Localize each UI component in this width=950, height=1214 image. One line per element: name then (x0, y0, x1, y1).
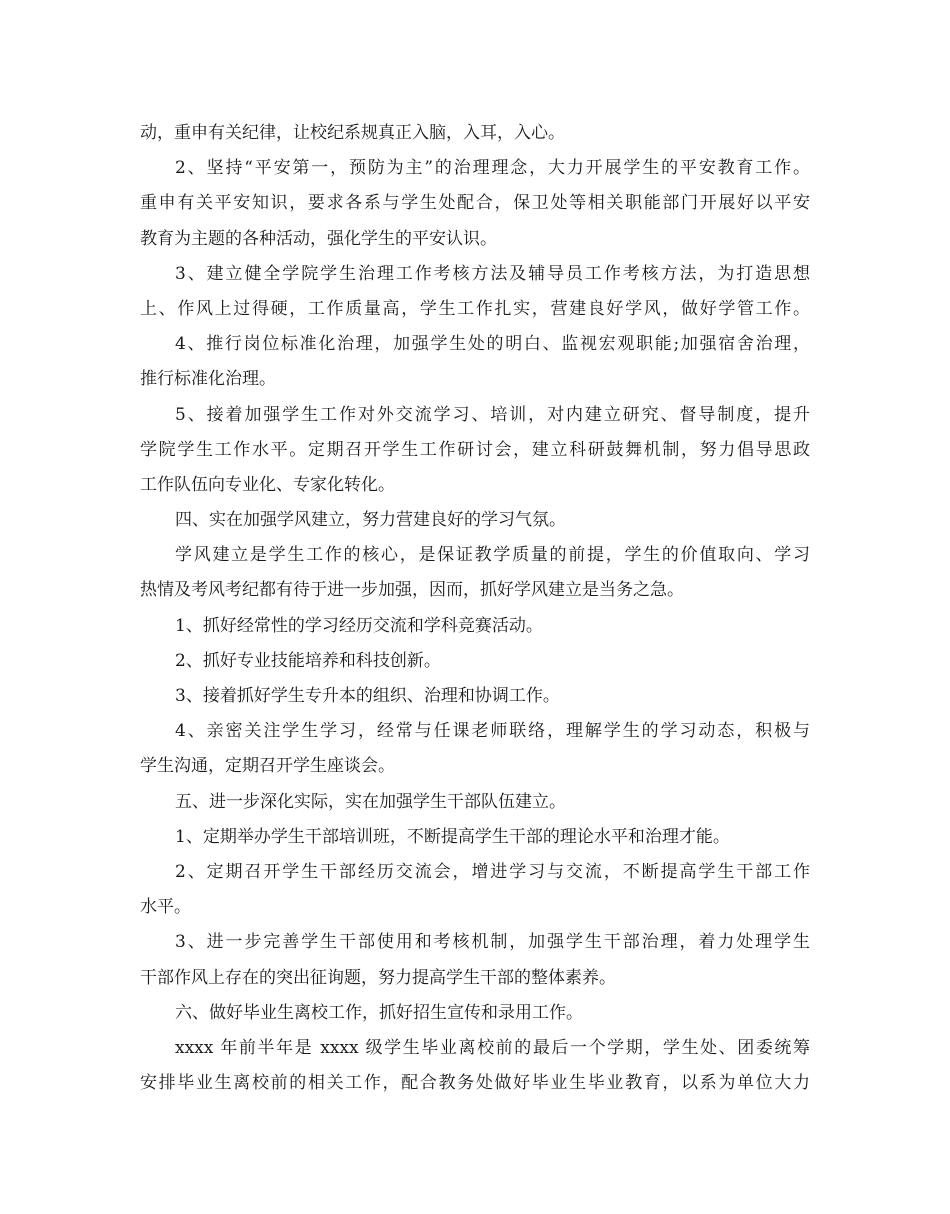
text-line: 干部作风上存在的突出征询题，努力提高学生干部的整体素养。 (140, 967, 616, 988)
text-line: 推行标准化治理。 (140, 369, 276, 390)
text-line: 工作队伍向专业化、专家化转化。 (140, 474, 395, 495)
text-line: 3、进一步完善学生干部使用和考核机制，加强学生干部治理，着力处理学生 (175, 932, 810, 953)
text-line: 学风建立是学生工作的核心，是保证教学质量的前提，学生的价值取向、学习 (175, 545, 810, 566)
text-line: 上、作风上过得硬，工作质量高，学生工作扎实，营建良好学风，做好学管工作。 (140, 298, 810, 319)
text-line: 学院学生工作水平。定期召开学生工作研讨会，建立科研鼓舞机制，努力倡导思政 (140, 439, 810, 460)
text-line: 1、抓好经常性的学习经历交流和学科竞赛活动。 (175, 615, 543, 636)
text-line: 六、做好毕业生离校工作，抓好招生宣传和录用工作。 (175, 1002, 583, 1023)
text-line: 四、实在加强学风建立，努力营建良好的学习气氛。 (175, 510, 566, 531)
text-line: 水平。 (140, 897, 191, 918)
text-line: 学生沟通，定期召开学生座谈会。 (140, 756, 395, 777)
text-line: 重申有关平安知识，要求各系与学生处配合，保卫处等相关职能部门开展好以平安 (140, 193, 810, 214)
text-line: 5、接着加强学生工作对外交流学习、培训，对内建立研究、督导制度，提升 (175, 404, 810, 425)
text-line: xxxx 年前半年是 xxxx 级学生毕业离校前的最后一个学期，学生处、团委统筹 (175, 1037, 810, 1058)
text-line: 4、推行岗位标准化治理，加强学生处的明白、监视宏观职能;加强宿舍治理， (175, 334, 810, 355)
text-line: 2、坚持“平安第一，预防为主”的治理理念，大力开展学生的平安教育工作。 (175, 158, 810, 179)
text-line: 3、接着抓好学生专升本的组织、治理和协调工作。 (175, 686, 560, 706)
text-line: 4、亲密关注学生学习，经常与任课老师联络，理解学生的学习动态，积极与 (175, 721, 810, 742)
text-line: 热情及考风考纪都有待于进一步加强，因而，抓好学风建立是当务之急。 (140, 580, 684, 601)
text-line: 动，重申有关纪律，让校纪系规真正入脑，入耳，入心。 (140, 123, 565, 143)
text-line: 2、定期召开学生干部经历交流会，增进学习与交流，不断提高学生干部工作 (175, 861, 810, 882)
text-line: 安排毕业生离校前的相关工作，配合教务处做好毕业生毕业教育，以系为单位大力 (140, 1073, 810, 1094)
text-line: 五、进一步深化实际，实在加强学生干部队伍建立。 (175, 791, 566, 812)
document-body (140, 116, 810, 1101)
text-line: 3、建立健全学院学生治理工作考核方法及辅导员工作考核方法，为打造思想 (175, 263, 810, 284)
text-line: 1、定期举办学生干部培训班，不断提高学生干部的理论水平和治理才能。 (175, 826, 730, 847)
text-line: 2、抓好专业技能培养和科技创新。 (175, 650, 441, 671)
text-line: 教育为主题的各种活动，强化学生的平安认识。 (140, 228, 497, 249)
